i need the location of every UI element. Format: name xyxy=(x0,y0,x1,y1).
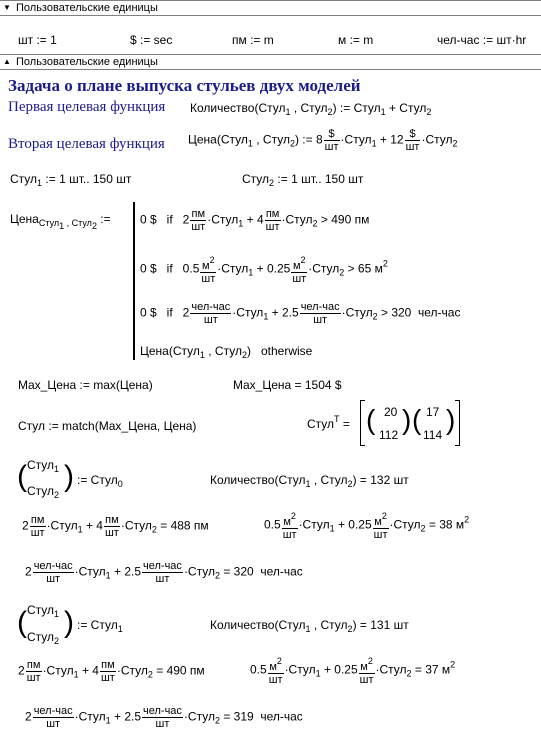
region-header-top[interactable] xyxy=(0,0,541,16)
unit-pm: пм := m xyxy=(232,33,274,47)
block1-eq-ch: 2 $\frac{\text{чел-час}}{шт}$ ·Стул$_1$ + 2.5 $\frac{\text{чел-час}}{шт}$ ·Стул$_2$ = 320 чел-час xyxy=(25,560,303,585)
vector-stul2: Стул$_2$ xyxy=(27,630,60,646)
max-def: Max_Цена := max(Цена) xyxy=(18,378,153,392)
matrix-paren: ) xyxy=(402,404,412,435)
case-3: 0 $ if 2 $\frac{\text{чел-час}}{шт}$ ·Стул$_1$ + 2.5 $\frac{\text{чел-час}}{шт}$ ·Стул$_2$ > 320 чел-час xyxy=(140,301,461,326)
region-label: Пользовательские единицы xyxy=(16,2,158,14)
range-stul2: Стул$_2$ := 1 шт.. 150 шт xyxy=(242,172,364,188)
block2-qty: Количество(Стул$_1$ , Стул$_2$) = 131 шт xyxy=(210,618,409,634)
range-stul1: Стул$_1$ := 1 шт.. 150 шт xyxy=(10,172,132,188)
match-transpose-label: Стул$^T$ = xyxy=(307,414,350,431)
unit-sht: шт := 1 xyxy=(18,33,57,47)
block2-eq-m: 0.5 $\frac{м^2}{шт}$ ·Стул$_1$ + 0.25 $\frac{м^2}{шт}$ ·Стул$_2$ = 37 $м^2$ xyxy=(250,656,456,686)
collapse-arrow-icon[interactable]: ▼ xyxy=(3,3,11,12)
second-objective-label: Вторая целевая функция xyxy=(8,136,165,152)
matrix-cell: 20 xyxy=(384,405,398,419)
second-objective-formula: Цена(Стул$_1$ , Стул$_2$) := 8 $\frac{\$}{шт}$ ·Стул$_1$ + 12 $\frac{\$}{шт}$ ·Стул$_2$ xyxy=(188,128,458,153)
vector-paren: ( xyxy=(17,606,27,639)
block2-assign: := Стул$_1$ xyxy=(77,618,123,634)
expand-arrow-icon[interactable]: ▲ xyxy=(3,57,11,66)
page-title: Задача о плане выпуска стульев двух моделей xyxy=(8,76,361,95)
first-objective-formula: Количество(Стул$_1$ , Стул$_2$) := Стул$_1$ + Стул$_2$ xyxy=(190,101,432,117)
block1-assign: := Стул$_0$ xyxy=(77,473,123,489)
unit-dollar: $ := sec xyxy=(130,33,173,47)
match-def: Стул := match(Max_Цена, Цена) xyxy=(18,419,197,433)
block1-eq-m: 0.5 $\frac{м^2}{шт}$ ·Стул$_1$ + 0.25 $\frac{м^2}{шт}$ ·Стул$_2$ = 38 $м^2$ xyxy=(264,511,470,541)
region-header-bottom[interactable] xyxy=(0,54,541,70)
matrix-paren: ( xyxy=(412,404,422,435)
vector-paren: ) xyxy=(64,460,74,493)
matrix-paren: ( xyxy=(366,404,376,435)
vector-stul1: Стул$_1$ xyxy=(27,603,60,619)
vector-paren: ) xyxy=(64,606,74,639)
case-otherwise: Цена(Стул$_1$ , Стул$_2$) otherwise xyxy=(140,344,313,360)
unit-chelchas: чел-час := шт·hr xyxy=(437,33,527,47)
case-2: 0 $ if 0.5 $\frac{м^2}{шт}$ ·Стул$_1$ + 0.25 $\frac{м^2}{шт}$ ·Стул$_2$ > 65 $м^2$ xyxy=(140,255,388,285)
matrix-left-bracket xyxy=(360,400,365,446)
vector-stul2: Стул$_2$ xyxy=(27,484,60,500)
block1-eq-pm: 2 $\frac{пм}{шт}$ ·Стул$_1$ + 4 $\frac{пм}{шт}$ ·Стул$_2$ = 488 пм xyxy=(22,514,209,539)
block2-eq-ch: 2 $\frac{\text{чел-час}}{шт}$ ·Стул$_1$ + 2.5 $\frac{\text{чел-час}}{шт}$ ·Стул$_2$ = 319 чел-час xyxy=(25,705,303,730)
vector-paren: ( xyxy=(17,460,27,493)
price-def-label: Цена$_{Стул_1 , Стул_2}$ := xyxy=(10,212,111,231)
block2-eq-pm: 2 $\frac{пм}{шт}$ ·Стул$_1$ + 4 $\frac{пм}{шт}$ ·Стул$_2$ = 490 пм xyxy=(18,659,205,684)
case-1: 0 $ if 2 $\frac{пм}{шт}$ ·Стул$_1$ + 4 $\frac{пм}{шт}$ ·Стул$_2$ > 490 пм xyxy=(140,208,370,233)
region-label: Пользовательские единицы xyxy=(16,56,158,68)
matrix-paren: ) xyxy=(446,404,456,435)
matrix-cell: 112 xyxy=(379,428,399,442)
piecewise-brace xyxy=(133,202,135,360)
vector-stul1: Стул$_1$ xyxy=(27,458,60,474)
matrix-cell: 114 xyxy=(423,428,443,442)
first-objective-label: Первая целевая функция xyxy=(8,99,166,115)
unit-m: м := m xyxy=(338,33,374,47)
matrix-cell: 17 xyxy=(426,405,440,419)
block1-qty: Количество(Стул$_1$ , Стул$_2$) = 132 шт xyxy=(210,473,409,489)
max-value: Max_Цена = 1504 $ xyxy=(233,378,342,392)
matrix-right-bracket xyxy=(455,400,460,446)
